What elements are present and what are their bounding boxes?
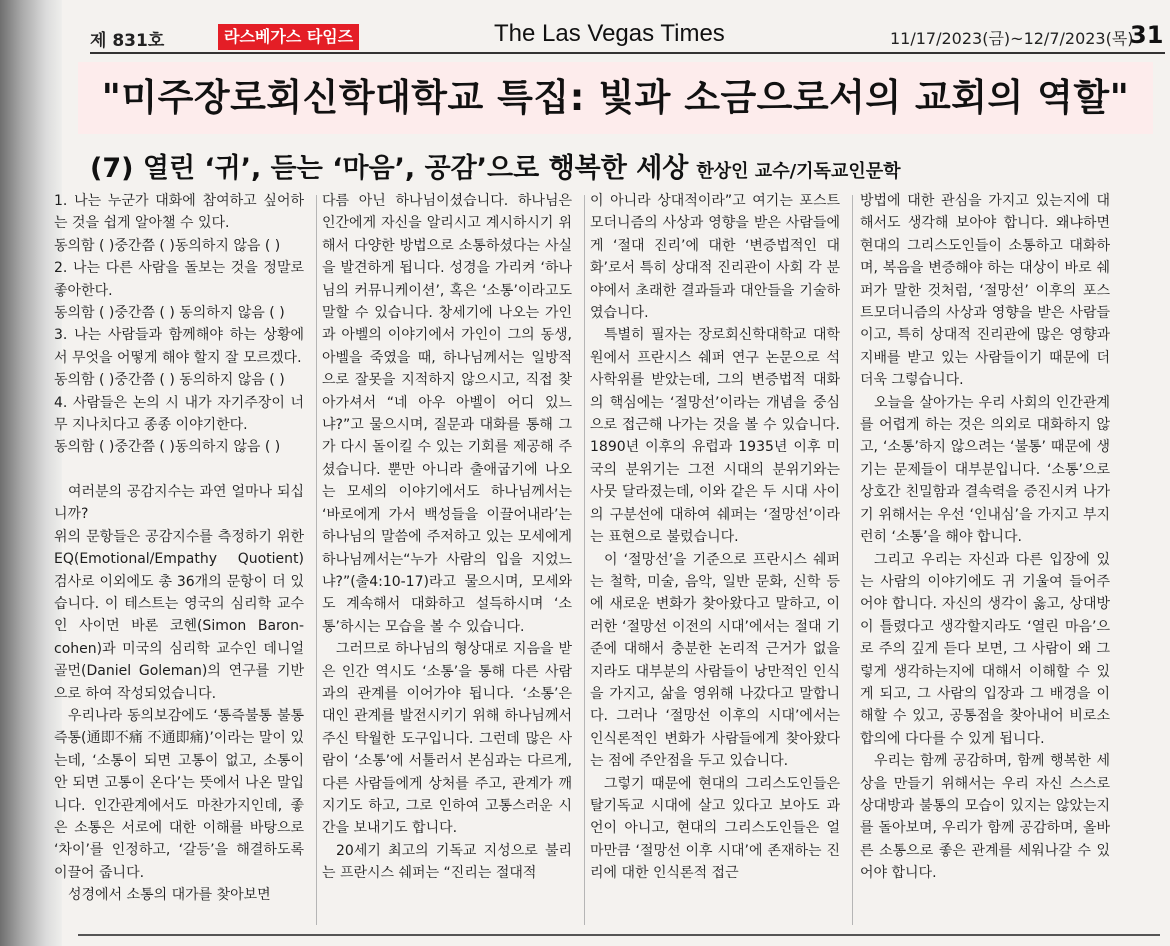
paragraph: 위의 문항들은 공감지수를 측정하기 위한 EQ(Emotional/Empathy Quotient) 검사로 이외에도 총 36개의 문항이 더 있습니다. 이 테스트는 영국의 심리학 교수인 사이먼 바론 코헨(Simon Baron-cohen)과 미국의 심리학 교수인 데니얼 골먼(Daniel Goleman)의 연구를 기반으로 하여 작성되었습니다.: [54, 528, 304, 702]
questionnaire-item: 2. 나는 다른 사람을 돌보는 것을 정말로 좋아한다.: [54, 260, 304, 299]
column-1: [54, 190, 304, 925]
page-number: 31: [1130, 21, 1164, 49]
paragraph: 성경에서 소통의 대가를 찾아보면: [68, 887, 271, 904]
column-divider: [852, 195, 853, 925]
paragraph: 특별히 필자는 장로회신학대학교 대학원에서 프란시스 쉐퍼 연구 논문으로 석사학위를 받았는데, 그의 변증법적 대화의 핵심에는 ‘절망선’이라는 개념을 중심으로 접근해 나가는 것을 볼 수 있습니다. 1890년 이후의 유럽과 1935년 이후 미국의 분위기는 그전 시대의 분위기와는 사뭇 달라졌는데, 이와 같은 두 시대 사이의 구분선에 대하여 쉐퍼는 ‘절망선’이라는 표현으로 불렀습니다.: [590, 327, 840, 546]
questionnaire-answer: 동의함 ( )중간쯤 ( )동의하지 않음 ( ): [54, 439, 281, 456]
issue-number: 제 831호: [90, 31, 165, 51]
paragraph: 그렇기 때문에 현대의 그리스도인들은 탈기독교 시대에 살고 있다고 보아도 과언이 아니고, 현대의 그리스도인들은 얼마만큼 ‘절망선 이후 시대’에 존재하는 진리에 대한 인식론적 접근: [590, 775, 840, 882]
article-author: 한상인 교수/기독교인문학: [696, 161, 901, 182]
article-title: (7) 열린 ‘귀’, 듣는 ‘마음’, 공감’으로 행복한 세상: [90, 153, 689, 184]
paragraph: 방법에 대한 관심을 가지고 있는지에 대해서도 생각해 보아야 합니다. 왜냐하면 현대의 그리스도인들이 소통하고 대화하며, 복음을 변증해야 하는 대상이 바로 쉐퍼가 말한 것처럼, ‘절망선’ 이후의 포스트모더니즘의 사상과 영향을 받은 사람들이고, 특히 상대적 진리관에 많은 영향과 지배를 받고 있는 사람들이기 때문에 더더욱 그렇습니다.: [860, 193, 1110, 389]
questionnaire-item: 3. 나는 사람들과 함께해야 하는 상황에서 무엇을 어떻게 해야 할지 잘 모르겠다.: [54, 327, 304, 366]
newspaper-page: [50, 0, 1168, 946]
paragraph: 20세기 최고의 기독교 지성으로 불리는 프란시스 쉐퍼는 “진리는 절대적: [322, 842, 572, 882]
questionnaire-answer: 동의함 ( )중간쯤 ( ) 동의하지 않음 ( ): [54, 305, 285, 322]
page-header: [90, 20, 1165, 54]
column-3: [590, 190, 840, 925]
column-divider: [584, 195, 585, 925]
article-headline: [90, 146, 1165, 186]
paragraph: 이 아니라 상대적이라”고 여기는 포스트모더니즘의 사상과 영향을 받은 사람들에게 ‘절대 진리’에 대한 ‘변증법적인 대화’로서 특히 상대적 진리관이 사회 각 분야에서 초래한 결과들과 대안들을 기술하였습니다.: [590, 193, 840, 322]
column-2: [322, 190, 572, 925]
questionnaire-answer: 동의함 ( )중간쯤 ( ) 동의하지 않음 ( ): [54, 372, 285, 389]
questionnaire-item: 4. 사람들은 논의 시 내가 자기주장이 너무 지나치다고 종종 이야기한다.: [54, 394, 304, 434]
paragraph: 그리고 우리는 자신과 다른 입장에 있는 사람의 이야기에도 귀 기울여 들어주어야 합니다. 자신의 생각이 옳고, 상대방이 틀렸다고 생각할지라도 ‘열린 마음’으로 주의 깊게 듣다 보면, 그 사람이 왜 그렇게 생각하는지에 대해서 이해할 수 있게 되고, 그 사람의 입장과 그 배경을 이해할 수 있고, 공통점을 찾아내어 비로소 합의에 다다를 수 있게 됩니다.: [860, 551, 1110, 747]
special-feature-banner: [78, 62, 1153, 134]
column-4: [860, 190, 1110, 925]
paragraph: 오늘을 살아가는 우리 사회의 인간관계를 어렵게 하는 것은 의외로 대화하지 않고, ‘소통’하지 않으려는 ‘불통’ 때문에 생기는 문제들이 대부분입니다. ‘소통’으로 상호간 친밀함과 결속력을 증진시켜 나가기 위해서는 우선 ‘인내심’을 가지고 부지런히 ‘소통’을 해야 합니다.: [860, 394, 1110, 546]
paragraph: 다름 아닌 하나님이셨습니다. 하나님은 인간에게 자신을 알리시고 계시하시기 위해서 다양한 방법으로 소통하셨다는 사실을 발견하게 됩니다. 성경을 가리켜 ‘하나님의 커뮤니케이션’, 혹은 ‘소통’이라고도 말할 수 있습니다. 창세기에 나오는 가인과 아벨의 이야기에서 가인이 그의 동생, 아벨을 죽였을 때, 하나님께서는 일방적으로 잘못을 지적하지 않으시고, 직접 찾아가셔서 “네 아우 아벨이 어디 있느냐?”고 물으시며, 질문과 대화를 통해 그가 다시 돌이킬 수 있는 기회를 제공해 주셨습니다. 뿐만 아니라 출애굽기에 나오는 모세의 이야기에서도 하나님께서는 ‘바로에게 가서 백성들을 이끌어내라’는 하나님의 말씀에 주저하고 있는 모세에게 하나님께서는“누가 사람의 입을 지었느냐?”(출4:10-17)라고 물으시며, 모세와도 계속해서 대화하고 설득하시며 ‘소통’하시는 모습을 볼 수 있습니다.: [322, 193, 572, 635]
questionnaire-answer: 동의함 ( )중간쯤 ( )동의하지 않음 ( ): [54, 237, 281, 254]
column-divider: [316, 195, 317, 925]
paragraph: 이 ‘절망선’을 기준으로 프란시스 쉐퍼는 철학, 미술, 음악, 일반 문화, 신학 등에 새로운 변화가 찾아왔다고 말하고, 이러한 ‘절망선 이전의 시대’에서는 절대 기준에 대해서 충분한 논리적 근거가 없을지라도 대부분의 사람들이 낭만적인 인식을 가지고, 삶을 영위해 나갔다고 말합니다. 그러나 ‘절망선 이후의 시대’에서는 인식론적인 변화가 사람들에게 찾아왔다는 점에 주안점을 두고 있습니다.: [590, 551, 840, 770]
page-bottom-rule: [78, 934, 1160, 936]
paragraph: 우리나라 동의보감에도 ‘통즉불통 불통즉통(通即不痛 不通即痛)’이라는 말이 있는데, ‘소통이 되면 고통이 없고, 소통이 안 되면 고통이 온다’는 뜻에서 나온 말입니다. 인간관계에서도 마찬가지인데, 좋은 소통은 서로에 대한 이해를 바탕으로 ‘차이’를 인정하고, ‘갈등’을 해결하도록 이끌어 줍니다.: [54, 707, 304, 881]
paragraph: 우리는 함께 공감하며, 함께 행복한 세상을 만들기 위해서는 우리 자신 스스로 상대방과 불통의 모습이 있지는 않았는지를 돌아보며, 우리가 함께 공감하며, 올바른 소통으로 좋은 관계를 세워나갈 수 있어야 합니다.: [860, 753, 1110, 882]
newspaper-name: The Las Vegas Times: [494, 20, 725, 47]
section-badge: 라스베가스 타임즈: [218, 24, 359, 50]
questionnaire-item: 1. 나는 누군가 대화에 참여하고 싶어하는 것을 쉽게 알아챌 수 있다.: [54, 193, 304, 232]
banner-title: "미주장로회신학대학교 특집: 빛과 소금으로서의 교회의 역할": [101, 76, 1130, 119]
paragraph: 여러분의 공감지수는 과연 얼마나 되십니까?: [54, 483, 304, 523]
issue-dates: 11/17/2023(금)~12/7/2023(목): [890, 29, 1134, 48]
article-body: [54, 190, 1164, 925]
paragraph: 그러므로 하나님의 형상대로 지음을 받은 인간 역시도 ‘소통’을 통해 다른 사람과의 관계를 이어가야 됩니다. ‘소통’은 대인 관계를 발전시키기 위해 하나님께서 주신 탁월한 도구입니다. 그런데 많은 사람이 ‘소통’에 서툴러서 본심과는 다르게, 다른 사람들에게 상처를 주고, 관계가 깨지기도 하고, 그로 인하여 고통스러운 시간을 보내기도 합니다.: [322, 641, 572, 837]
